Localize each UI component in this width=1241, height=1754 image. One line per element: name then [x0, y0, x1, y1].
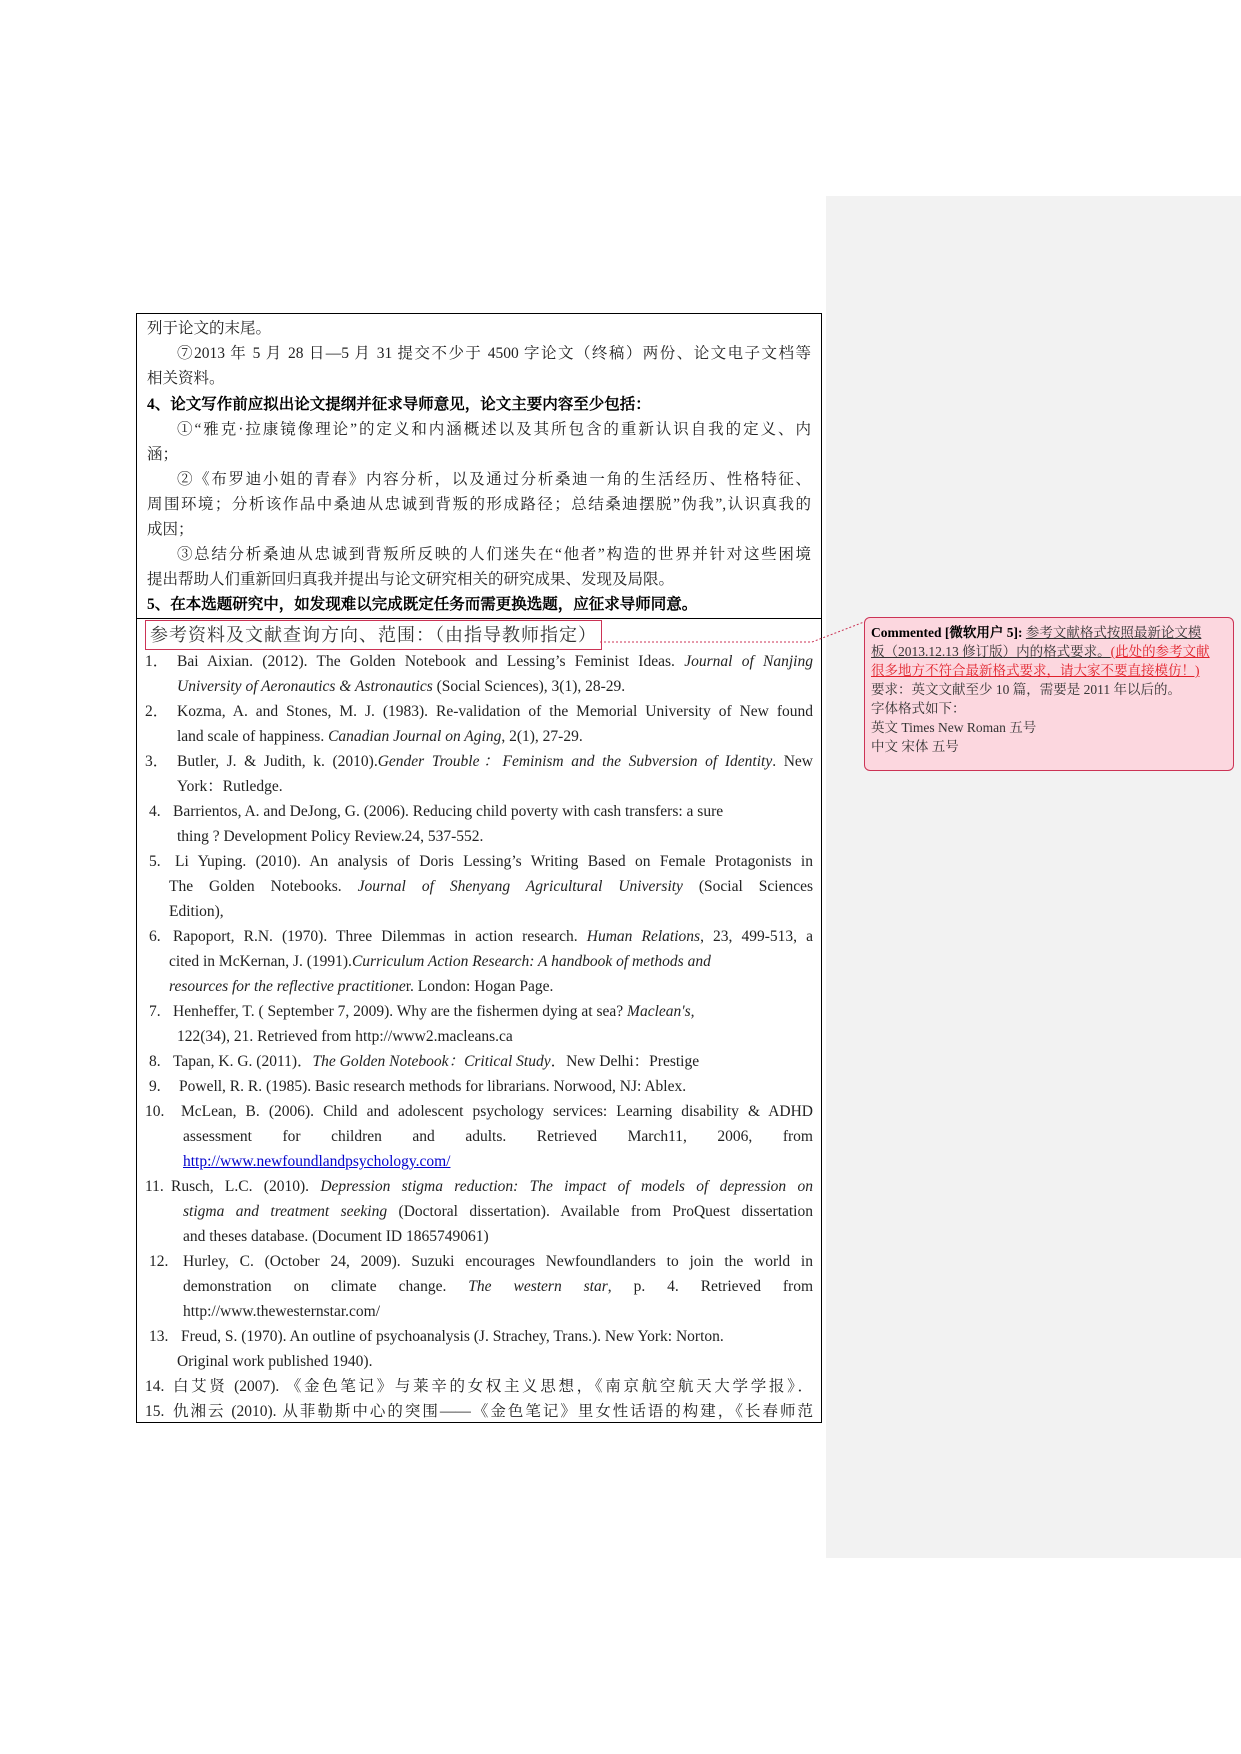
reference-text: Freud, S. (1970). An outline of psychoanalysis (J. Strachey, Trans.). New York: Norton. — [181, 1328, 724, 1345]
reference-number: 13. — [149, 1328, 169, 1345]
reference-italic-title: The Golden Notebook：Critical Study — [312, 1053, 551, 1070]
reference-text: Barrientos, A. and DeJong, G. (2006). Reducing child poverty with cash transfers: a sure — [173, 803, 724, 820]
requirement-line: 成因； — [147, 521, 194, 538]
reference-number: 5. — [149, 853, 161, 870]
reference-text-tail: (Social Sciences), 3(1), 28-29. — [432, 678, 626, 695]
reference-text: 仇湘云 (2010). 从菲勒斯中心的突围——《金色笔记》里女性话语的构建，《长春师范 — [173, 1403, 813, 1420]
comment-balloon[interactable] — [864, 617, 1234, 771]
reference-text: cited in McKernan, J. (1991). — [169, 953, 352, 970]
reference-text: Kozma, A. and Stones, M. J. (1983). Re-validation of the Memorial University of New found — [177, 703, 813, 720]
reference-text: Powell, R. R. (1985). Basic research methods for librarians. Norwood, NJ: Ablex. — [179, 1078, 687, 1095]
comment-line-2 — [871, 642, 1227, 661]
reference-number: 15. — [145, 1403, 165, 1420]
reference-text: Tapan, K. G. (2011)． — [173, 1053, 313, 1070]
reference-text-tail: (Doctoral dissertation). Available from ProQuest dissertation — [387, 1203, 813, 1220]
requirement-line: 相关资料。 — [147, 370, 225, 387]
requirement-line: 5、在本选题研究中，如发现难以完成既定任务而需更换选题，应征求导师同意。 — [147, 596, 698, 613]
reference-text: Henheffer, T. ( September 7, 2009). Why are the fishermen dying at sea? — [173, 1003, 628, 1020]
reference-text-tail: . New — [772, 753, 813, 770]
reference-italic-title: Gender Trouble：Feminism and the Subversion of Identity — [377, 753, 773, 770]
reference-text-tail: , 23, 499-513, a — [700, 928, 814, 945]
reference-italic-title: Canadian Journal on Aging — [328, 728, 502, 745]
reference-text: McLean, B. (2006). Child and adolescent psychology services: Learning disability & ADHD — [181, 1103, 813, 1120]
reference-italic-title: Journal of Nanjing — [684, 653, 813, 670]
reference-text: 122(34), 21. Retrieved from http://www2.macleans.ca — [177, 1028, 513, 1045]
reference-number: 7. — [149, 1003, 161, 1020]
reference-text-tail: , 2(1), 27-29. — [501, 728, 583, 745]
reference-text: York：Rutledge. — [177, 778, 283, 795]
reference-text-tail: (Social Sciences — [682, 878, 813, 895]
reference-number: 1． — [145, 653, 169, 670]
reference-number: 9. — [149, 1078, 161, 1095]
references-heading[interactable]: 参考资料及文献查询方向、范围：（由指导教师指定） — [145, 620, 602, 650]
reference-italic-title: resources for the reflective practitione — [169, 978, 406, 995]
reference-text: http://www.thewesternstar.com/ — [183, 1303, 381, 1320]
reference-italic-title: The western star — [468, 1278, 608, 1295]
reference-text-tail: r. London: Hogan Page. — [405, 978, 554, 995]
reference-italic-title: Human Relations — [586, 928, 701, 945]
comment-font-zh: 中文 宋体 五号 — [871, 739, 959, 754]
reference-number: 2． — [145, 703, 169, 720]
requirement-line: ⑦2013 年 5 月 28 日—5 月 31 提交不少于 4500 字论文（终稿）两份、论文电子文档等 — [177, 345, 811, 362]
comment-font-label: 字体格式如下： — [871, 701, 966, 716]
requirement-line: 4、论文写作前应拟出论文提纲并征求导师意见，论文主要内容至少包括： — [147, 396, 651, 413]
reference-number: 12. — [149, 1253, 169, 1270]
requirement-line: ②《布罗迪小姐的青春》内容分析，以及通过分析桑迪一角的生活经历、性格特征、 — [177, 471, 811, 488]
reference-text: Li Yuping. (2010). An analysis of Doris Lessing’s Writing Based on Female Protagonists in — [175, 853, 813, 870]
reference-number: 11. — [145, 1178, 164, 1195]
comment-red-text-1: (此处的参考文献 — [1110, 644, 1210, 659]
reference-text: The Golden Notebooks. — [169, 878, 358, 895]
reference-text-tail: , p. 4. Retrieved from — [607, 1278, 814, 1295]
requirement-line: 涵； — [147, 446, 179, 463]
comment-author: Commented [微软用户 5]: — [871, 625, 1023, 640]
reference-text: Edition), — [169, 903, 224, 920]
requirement-line: 列于论文的末尾。 — [147, 320, 272, 337]
comment-underlined-text: 参考文献格式按照最新论文模 — [1025, 625, 1202, 640]
comment-requirement: 要求：英文文献至少 10 篇，需要是 2011 年以后的。 — [871, 682, 1181, 697]
reference-number: 8. — [149, 1053, 161, 1070]
reference-text: Butler, J. & Judith, k. (2010). — [177, 753, 378, 770]
reference-text: assessment for children and adults. Retrieved March11, 2006, from — [183, 1128, 813, 1145]
reference-text-tail: ．New Delhi：Prestige — [550, 1053, 700, 1070]
reference-number: 14. — [145, 1378, 165, 1395]
reference-text: Hurley, C. (October 24, 2009). Suzuki encourages Newfoundlanders to join the world in — [183, 1253, 813, 1270]
requirement-line: ③总结分析桑迪从忠诚到背叛所反映的人们迷失在“他者”构造的世界并针对这些困境 — [177, 546, 811, 563]
requirement-line: 周围环境；分析该作品中桑迪从忠诚到背叛的形成路径；总结桑迪摆脱”伪我”,认识真我的 — [147, 496, 811, 513]
reference-italic-title: Depression stigma reduction: The impact of models of depression on — [320, 1178, 813, 1195]
comment-line-1 — [871, 623, 1227, 642]
reference-link[interactable]: http://www.newfoundlandpsychology.com/ — [183, 1153, 451, 1170]
reference-text: Rusch, L.C. (2010). — [171, 1178, 321, 1195]
comment-font-en: 英文 Times New Roman 五号 — [871, 720, 1037, 735]
reference-number: 6. — [149, 928, 161, 945]
comment-red-text-2: 很多地方不符合最新格式要求，请大家不要直接模仿！) — [871, 663, 1200, 678]
reference-number: 3． — [145, 753, 169, 770]
reference-italic-title: Curriculum Action Research: A handbook of methods and — [351, 953, 711, 970]
comment-underlined-text-2: 板（2013.12.13 修订版）内的格式要求。 — [871, 644, 1111, 659]
reference-italic-title: Maclean's, — [627, 1003, 695, 1020]
reference-text: and theses database. (Document ID 1865749061) — [183, 1228, 489, 1245]
reference-text: Rapoport, R.N. (1970). Three Dilemmas in action research. — [173, 928, 587, 945]
reference-text: land scale of happiness. — [177, 728, 329, 745]
reference-text: demonstration on climate change. — [183, 1278, 469, 1295]
requirement-line: 提出帮助人们重新回归真我并提出与论文研究相关的研究成果、发现及局限。 — [147, 571, 675, 588]
reference-italic-title: Journal of Shenyang Agricultural University — [357, 878, 683, 895]
requirement-line: ①“雅克·拉康镜像理论”的定义和内涵概述以及其所包含的重新认识自我的定义、内 — [177, 421, 811, 438]
reference-text: 白艾贤 (2007). 《金色笔记》与莱辛的女权主义思想，《南京航空航天大学学报》． — [173, 1378, 813, 1395]
reference-number: 4. — [149, 803, 161, 820]
reference-text: Original work published 1940). — [177, 1353, 373, 1370]
reference-text: Bai Aixian. (2012). The Golden Notebook and Lessing’s Feminist Ideas. — [177, 653, 685, 670]
reference-number: 10. — [145, 1103, 165, 1120]
reference-text: thing ? Development Policy Review.24, 537-552. — [177, 828, 484, 845]
reference-italic-title: stigma and treatment seeking — [183, 1203, 388, 1220]
reference-italic-title: University of Aeronautics & Astronautics — [177, 678, 433, 695]
